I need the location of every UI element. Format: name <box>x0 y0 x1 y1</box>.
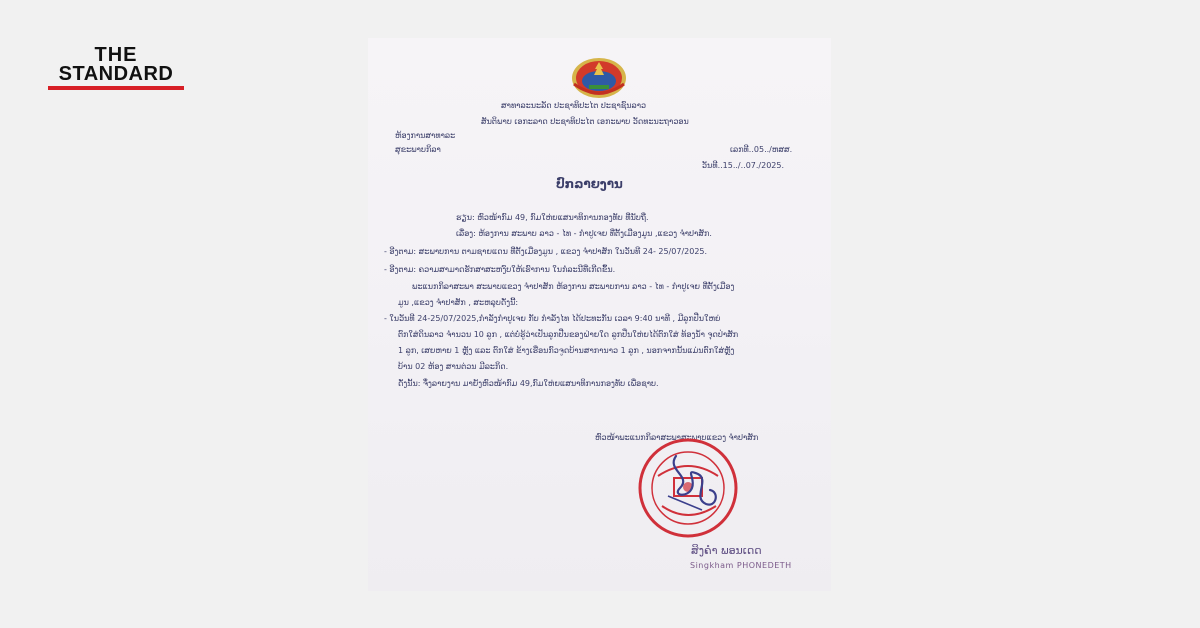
document-title: ປົກລາຍງານ <box>556 177 623 191</box>
brand-logo <box>48 46 184 90</box>
brand-logo-line2: STANDARD <box>58 63 174 85</box>
paragraph-conclusion: ດັ່ງນັ້ນ: ຈຶ່ງລາຍງານ ມາຍັງຫົວໜ້າກົມ 49,ກົມໃຫ່ຍແສນາທິການກອງທັບ ເພື່ອຊາບ. <box>398 379 659 388</box>
paragraph-incident-4: ບ້ານ 02 ຫ້ອງ ສານຕ່ວນ ມີລະກິດ. <box>398 362 509 371</box>
issuer-line-1: ຫ້ອງການສາທາລະ <box>395 131 456 140</box>
reference-date: ວັນທີ..15../..07./2025. <box>702 161 785 170</box>
paragraph-body-1: ພະແນກກິລາສະພາ ສະພາບແຂວງ ຈຳປາສັກ ຫ້ອງການ ສະພາບການ ລາວ - ໄທ - ກຳປູເຈຍ ທີ່ຕັ້ງເມືອງ <box>412 282 735 291</box>
header-line-1: ສາທາລະນະລັດ ປະຊາທິປະໄຕ ປະຊາຊົນລາວ <box>501 101 647 110</box>
official-document <box>368 38 831 591</box>
header-line-2: ສັນຕິພາບ ເອກະລາດ ປະຊາທິປະໄຕ ເອກະພາບ ວັດທະນະຖາວອນ <box>481 117 689 126</box>
handwritten-signature-icon <box>662 448 732 518</box>
brand-logo-line1: THE <box>94 44 138 66</box>
issuer-line-2: ສຸຂະພາບກິລາ <box>395 145 441 154</box>
paragraph-reference-1: - ອີງຕາມ: ສະພາບການ ຕາມຊາຍແດນ ທີ່ຕັ້ງເມືອງມູນ , ແຂວງ ຈຳປາສັກ ໃນວັນທີ 24- 25/07/2025. <box>384 247 708 256</box>
paragraph-subject: ເລື່ອງ: ຫ້ອງການ ສະພາບ ລາວ - ໄທ - ກຳປູເຈຍ ທີ່ຕັ້ງເມືອງມູນ ,ແຂວງ ຈຳປາສັກ. <box>456 229 712 238</box>
paragraph-incident-1: - ໃນວັນທີ 24-25/07/2025,ກຳລັງກຳປູເຈຍ ກັບ ກຳລັງໄທ ໄດ້ປະທະກັນ ເວລາ 9:40 ນາທີ , ມີລູກປືນໃຫຍ່ <box>384 314 721 323</box>
paragraph-incident-2: ຕົກໃສ່ດິນລາວ ຈຳນວນ 10 ລູກ , ແຕ່ບໍ່ຮູ້ວ່າເປັນລູກປືນຂອງຝ່າຍໃດ ລູກປືນໃຫ່ຍໄດ້ຕົກໃສ່ ທ້ອງນ້ຳ ຈຸດປ່າສັກ <box>398 330 739 339</box>
signatory-name-latin: Singkham PHONEDETH <box>690 561 792 570</box>
paragraph-body-2: ມູນ ,ແຂວງ ຈຳປາສັກ , ສະຫລຸບດັ່ງນີ້: <box>398 298 519 307</box>
signatory-name-local: ສິງຄຳ ພອນເດດ <box>691 544 762 557</box>
national-emblem-icon <box>570 56 628 100</box>
paragraph-to: ຮຽນ: ຫົວໜ້າກົມ 49, ກົມໃຫ່ຍແສນາທິການກອງທັບ ທີ່ນັບຖື. <box>456 213 649 222</box>
paragraph-reference-2: - ອີງຕາມ: ຄວາມສາມາດຮັກສາສະຫງົບໃຫ້ເຮົາການ ໃນກໍລະນີທີ່ເກີດຂຶ້ນ. <box>384 265 616 274</box>
paragraph-incident-3: 1 ລູກ, ເສຍຫາຍ 1 ຫຼັງ ແລະ ຕົກໃສ່ ຂ້າງເຮືອນກົວຈູດບ້ານສາການາວ 1 ລູກ , ນອກຈາກນັ້ນແມ່ນຕົກໃສ່ຫຼັງ <box>398 346 735 355</box>
signoff-title: ຫົວໜ້າພະແນກກິລາສະພາສະພາບແຂວງ ຈຳປາສັກ <box>595 433 759 442</box>
reference-number: ເລກທີ..05../ຫສສ. <box>730 145 793 154</box>
brand-logo-underline <box>48 86 184 90</box>
